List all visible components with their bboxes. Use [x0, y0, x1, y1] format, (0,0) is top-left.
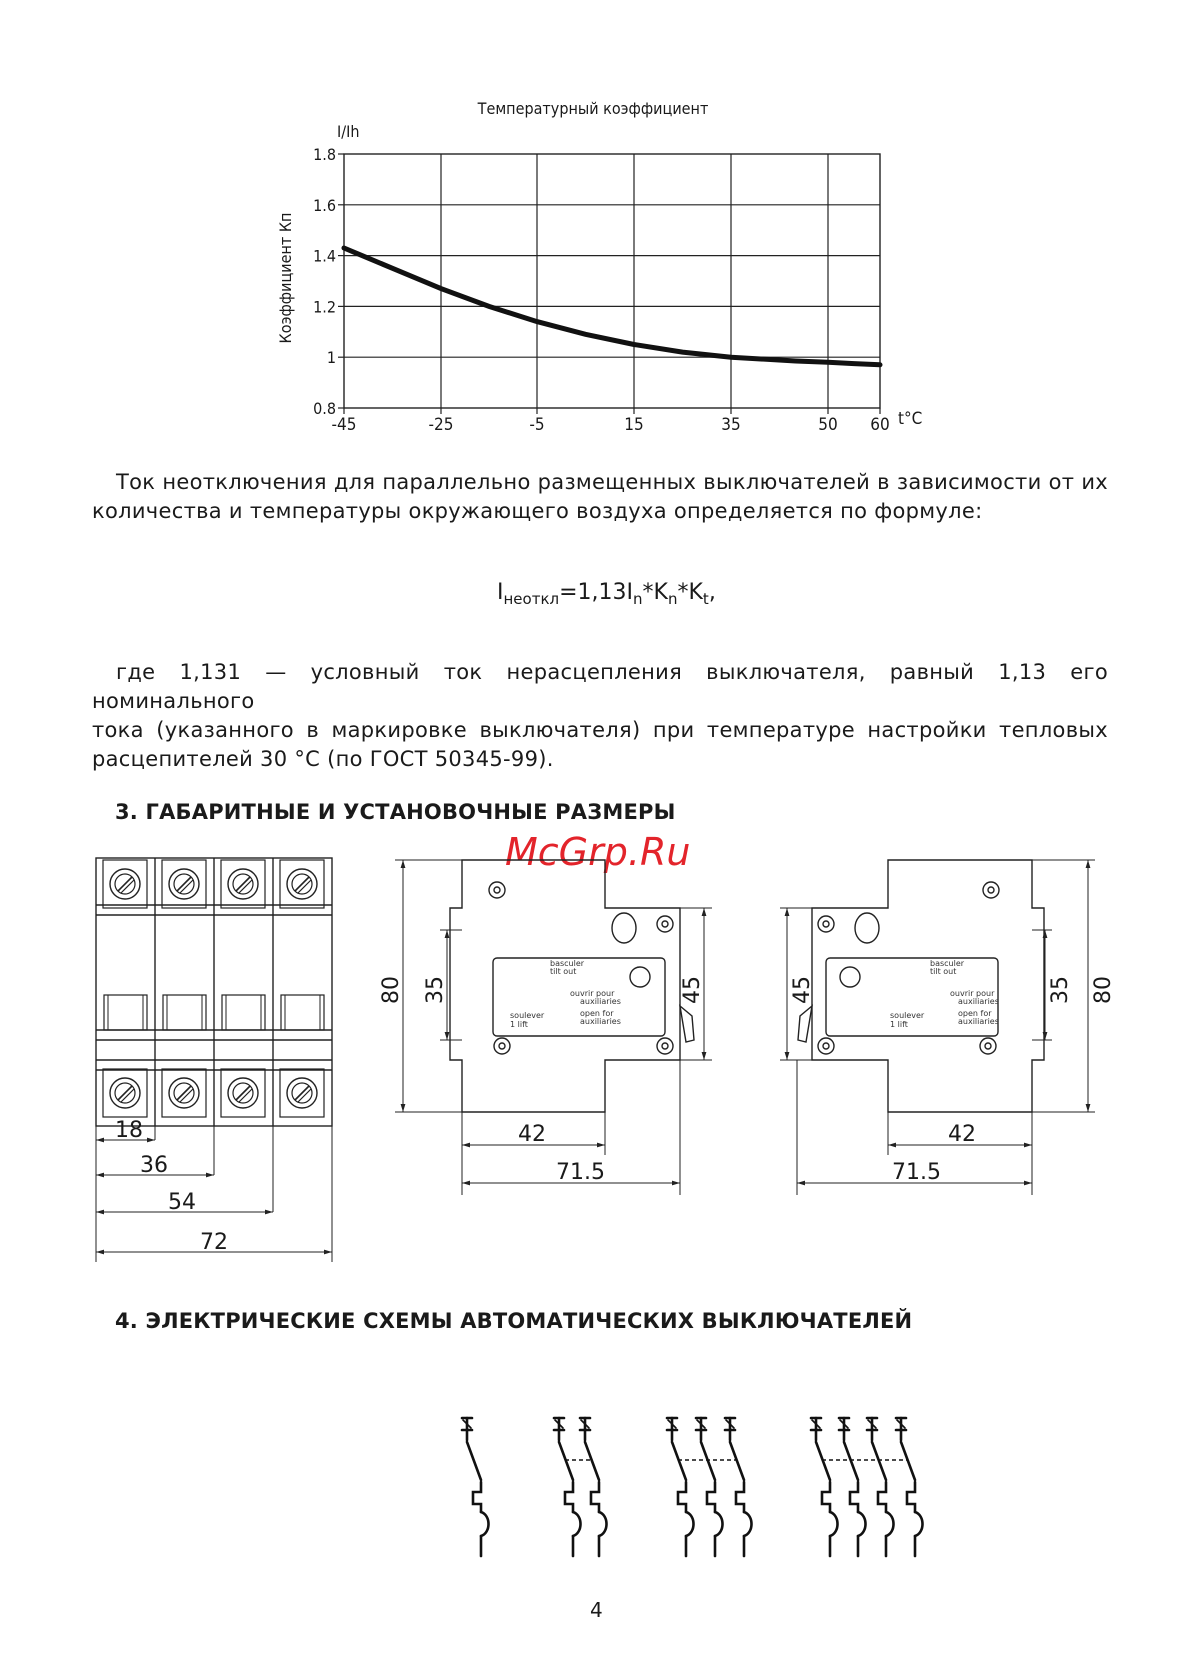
chart-y-ticks [313, 145, 344, 418]
pole-body [281, 995, 324, 1030]
paragraph-intro-line-2: количества и температуры окружающего воздуха определяется по формуле: [92, 499, 983, 523]
formula-mid: =1,13I [559, 580, 634, 605]
dim-42-left: 42 [518, 1122, 546, 1147]
formula-end: , [708, 580, 716, 605]
pole-body [222, 995, 265, 1030]
svg-text:open for: open for [580, 1009, 614, 1018]
switch-pole-symbol [696, 1418, 723, 1556]
paragraph-definition-line-3: расцепителей 30 °С (по ГОСТ 50345-99). [92, 747, 554, 771]
formula-k1: *K [642, 580, 668, 605]
dim-80-right: 80 [1091, 976, 1116, 1004]
chart-ytick-label-2: 1.4 [313, 246, 336, 266]
dim-54: 54 [168, 1190, 196, 1215]
svg-text:ouvrir pour: ouvrir pour [570, 989, 615, 998]
formula-i: I [497, 580, 504, 605]
switch-pole-symbol [725, 1418, 752, 1556]
electrical-schemes [0, 1390, 1192, 1560]
formula-k2: *K [677, 580, 703, 605]
svg-text:1 lift: 1 lift [890, 1020, 908, 1029]
chart-ytick-label-1: 1.6 [313, 195, 336, 215]
formula-k2-sub: t [702, 590, 709, 608]
chart-xtick-label-4: 35 [721, 415, 741, 435]
chart-xtick-label-5: 50 [818, 415, 838, 435]
svg-text:tilt out: tilt out [930, 967, 957, 976]
pole-body [163, 995, 206, 1030]
dim-72: 72 [200, 1230, 228, 1255]
switch-pole-symbol [554, 1418, 581, 1556]
svg-text:1 lift: 1 lift [510, 1020, 528, 1029]
screw-icon [221, 1069, 265, 1117]
chart-xtick-label-2: -5 [529, 415, 545, 435]
dim-45-left: 45 [680, 976, 705, 1004]
paragraph-definition [92, 658, 1108, 774]
side-right-label-text [890, 959, 999, 1029]
switch-pole-symbol [667, 1418, 694, 1556]
svg-text:tilt out: tilt out [550, 967, 577, 976]
dim-35-left: 35 [423, 976, 448, 1004]
dim-36: 36 [140, 1153, 168, 1178]
chart-ytick-label-3: 1.2 [313, 297, 336, 317]
svg-text:soulever: soulever [510, 1011, 545, 1020]
front-view-4pole [96, 858, 332, 1126]
dim-35-right: 35 [1048, 976, 1073, 1004]
formula-n-sub: n [633, 590, 643, 608]
svg-text:basculer: basculer [550, 959, 585, 968]
switch-pole-symbol [811, 1418, 838, 1556]
screw-icon [280, 860, 324, 908]
chart-x-ticks [332, 408, 890, 435]
side-left-label-text [510, 959, 621, 1029]
screw-icon [162, 860, 206, 908]
switch-pole-symbol [867, 1418, 894, 1556]
chart-ylabel-top: I/Ih [337, 122, 360, 141]
dim-45-right: 45 [790, 976, 815, 1004]
side-view-right [798, 860, 1044, 1112]
side-view-left [450, 860, 694, 1112]
screw-icon [103, 860, 147, 908]
dim-42-right: 42 [948, 1122, 976, 1147]
chart-title: Температурный коэффициент [477, 99, 709, 118]
svg-text:soulever: soulever [890, 1011, 925, 1020]
chart-xlabel: t°C [898, 409, 923, 429]
dim-18: 18 [115, 1118, 143, 1143]
dim-715-left: 71.5 [556, 1160, 605, 1185]
screw-icon [280, 1069, 324, 1117]
temperature-chart [0, 0, 1192, 440]
paragraph-definition-line-2: тока (указанного в маркировке выключателя) при температуре настройки тепловых [92, 718, 1108, 742]
chart-ytick-label-4: 1 [326, 348, 336, 368]
side-right-dimensions [780, 860, 1095, 1195]
pole-body [104, 995, 147, 1030]
formula-i-sub: неоткл [503, 590, 560, 608]
switch-pole-symbol [580, 1418, 607, 1556]
formula [497, 580, 716, 608]
chart-xtick-label-6: 60 [870, 415, 890, 435]
dim-715-right: 71.5 [892, 1160, 941, 1185]
paragraph-intro-line-1: Ток неотключения для параллельно размещенных выключателей в зависимости от их [116, 470, 1108, 494]
chart-ytick-label-0: 1.8 [313, 145, 336, 164]
chart-ylabel: Коэффициент Кп [276, 212, 295, 344]
watermark: McGrp.Ru [505, 830, 691, 874]
section-heading-dimensions: 3. ГАБАРИТНЫЕ И УСТАНОВОЧНЫЕ РАЗМЕРЫ [115, 800, 676, 824]
page-number: 4 [590, 1598, 603, 1622]
chart-xtick-label-1: -25 [428, 415, 454, 435]
svg-text:auxiliaries: auxiliaries [580, 1017, 621, 1026]
paragraph-intro [92, 468, 1108, 526]
paragraph-definition-line-1: где 1,131 — условный ток нерасцепления выключателя, равный 1,13 его номинального [92, 660, 1108, 713]
chart-xtick-label-3: 15 [624, 415, 644, 435]
screw-icon [162, 1069, 206, 1117]
dim-80-left: 80 [379, 976, 404, 1004]
chart-ytick-label-5: 0.8 [313, 399, 336, 418]
chart-xtick-label-0: -45 [331, 415, 357, 435]
svg-text:ouvrir pour: ouvrir pour [950, 989, 995, 998]
screw-icon [103, 1069, 147, 1117]
section-heading-schemes: 4. ЭЛЕКТРИЧЕСКИЕ СХЕМЫ АВТОМАТИЧЕСКИХ ВЫКЛЮЧАТЕЛЕЙ [115, 1309, 913, 1333]
formula-k1-sub: n [667, 590, 678, 608]
switch-pole-symbol [896, 1418, 923, 1556]
dimension-drawings [0, 850, 1192, 1270]
svg-text:open for: open for [958, 1009, 992, 1018]
switch-pole-symbol [839, 1418, 866, 1556]
svg-text:basculer: basculer [930, 959, 965, 968]
svg-text:auxiliaries: auxiliaries [580, 997, 621, 1006]
svg-text:auxiliaries: auxiliaries [958, 1017, 999, 1026]
svg-text:auxiliaries: auxiliaries [958, 997, 999, 1006]
switch-pole-symbol [462, 1418, 489, 1556]
screw-icon [221, 860, 265, 908]
